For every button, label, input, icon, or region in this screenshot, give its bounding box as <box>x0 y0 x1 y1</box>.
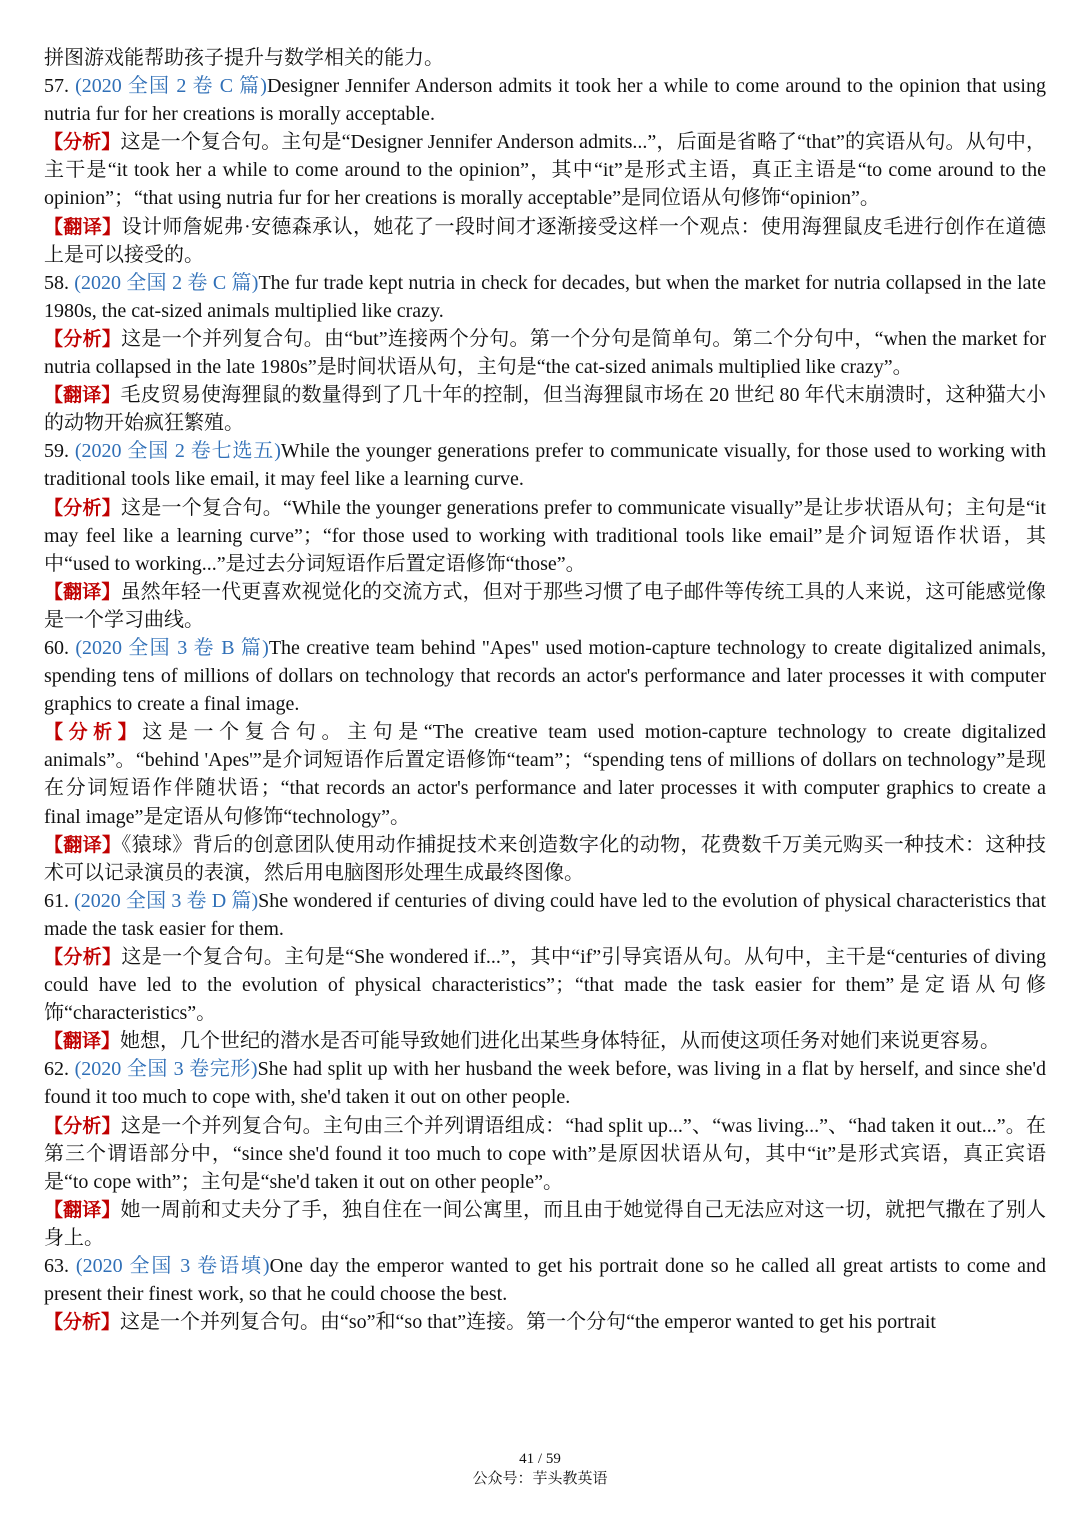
analysis-paragraph <box>44 325 1046 381</box>
sentence-item <box>44 72 1046 269</box>
translation-paragraph <box>44 381 1046 437</box>
sentence-item <box>44 634 1046 887</box>
translation-text: 她一周前和丈夫分了手，独自住在一间公寓里，而且由于她觉得自己无法应对这一切，就把气撒在了别人身上。 <box>44 1198 1046 1249</box>
item-sentence: The creative team behind "Apes" used motion-capture technology to create digitalized animals, spending tens of millions of dollars on technology that records an actor's performance and later processes it with computer graphics to create a final image. <box>44 636 1047 716</box>
item-source: (2020 全国 3 卷语填) <box>75 1255 270 1278</box>
item-sentence: The fur trade kept nutria in check for decades, but when the market for nutria collapsed in the late 1980s, the cat-sized animals multiplied like crazy. <box>44 271 1046 322</box>
translation-text: 虽然年轻一代更喜欢视觉化的交流方式，但对于那些习惯了电子邮件等传统工具的人来说，这可能感觉像是一个学习曲线。 <box>44 580 1046 631</box>
sentence-line <box>44 1252 1046 1308</box>
sentence-item <box>44 1055 1046 1252</box>
analysis-text: 这是一个复合句。“While the younger generations prefer to communicate visually”是让步状语从句；主句是“it may feel like a learning curve”；“for those used to working with traditional tools like email”是介词短语作状语，其中“used to working...”是过去分词短语作后置定语修饰“those”。 <box>44 496 1046 575</box>
item-source: (2020 全国 2 卷 C 篇) <box>74 271 259 294</box>
translation-tag: 【翻译】 <box>44 833 122 856</box>
item-source: (2020 全国 2 卷 C 篇) <box>75 75 267 98</box>
analysis-text: 这是一个并列复合句。由“but”连接两个分句。第一个分句是简单句。第二个分句中，“when the market for nutria collapsed in the late 1980s”是时间状语从句，主句是“the cat-sized animals multiplied like crazy”。 <box>44 327 1046 379</box>
item-sentence: She had split up with her husband the week before, was living in a flat by herself, and since she'd found it too much to cope with, she'd taken it out on other people. <box>44 1058 1047 1109</box>
item-sentence: One day the emperor wanted to get his portrait done so he called all great artists to come and present their finest work, so that he could choose the best. <box>44 1255 1046 1306</box>
analysis-tag: 【分析】 <box>44 1114 121 1137</box>
analysis-text: 这是一个复合句。主句是“The creative team used motion-capture technology to create digitalized animals”。“behind 'Apes'”是介词短语作后置定语修饰“team”；“spending tens of millions of dollars on technology”是现在分词短语作伴随状语；“that records an actor's performance and later processes it with computer graphics to create a final image”是定语从句修饰“technology”。 <box>44 721 1046 828</box>
analysis-tag: 【分析】 <box>44 1311 121 1334</box>
analysis-paragraph <box>44 943 1046 1027</box>
analysis-tag: 【分析】 <box>44 946 122 968</box>
item-source: (2020 全国 3 卷 D 篇) <box>74 889 259 912</box>
translation-paragraph <box>44 578 1046 634</box>
analysis-tag: 【分析】 <box>44 131 121 154</box>
translation-tag: 【翻译】 <box>44 215 122 238</box>
translation-paragraph <box>44 831 1046 887</box>
intro-line: 拼图游戏能帮助孩子提升与数学相关的能力。 <box>44 47 444 69</box>
item-number: 60. <box>44 636 69 659</box>
translation-text: 设计师詹妮弗·安德森承认，她花了一段时间才逐渐接受这样一个观点：使用海狸鼠皮毛进行创作在道德上是可以接受的。 <box>44 215 1046 266</box>
item-number: 59. <box>44 440 69 463</box>
item-sentence: While the younger generations prefer to communicate visually, for those used to working with traditional tools like email, it may feel like a learning curve. <box>44 440 1046 491</box>
translation-tag: 【翻译】 <box>44 384 121 407</box>
translation-paragraph <box>44 1027 1046 1055</box>
analysis-tag: 【分析】 <box>44 721 143 744</box>
translation-tag: 【翻译】 <box>44 1198 121 1221</box>
analysis-tag: 【分析】 <box>44 496 122 519</box>
sentence-line <box>44 269 1046 325</box>
analysis-text: 这是一个并列复合句。由“so”和“so that”连接。第一个分句“the emperor wanted to get his portrait <box>120 1311 936 1334</box>
sentence-line <box>44 72 1046 128</box>
translation-paragraph <box>44 1196 1046 1252</box>
sentence-line <box>44 437 1046 493</box>
item-number: 57. <box>44 75 69 98</box>
footer-account: 公众号：芋头教英语 <box>472 1471 608 1487</box>
analysis-tag: 【分析】 <box>44 327 122 350</box>
item-source: (2020 全国 2 卷七选五) <box>74 440 281 463</box>
translation-text: 毛皮贸易使海狸鼠的数量得到了几十年的控制，但当海狸鼠市场在 20 世纪 80 年代末崩溃时，这种猫大小的动物开始疯狂繁殖。 <box>44 384 1046 435</box>
sentence-line <box>44 887 1046 943</box>
item-number: 62. <box>44 1058 69 1081</box>
page-number: 41 / 59 <box>519 1451 561 1467</box>
translation-tag: 【翻译】 <box>44 1030 121 1053</box>
analysis-paragraph <box>44 1112 1046 1196</box>
translation-text: 《猿球》背后的创意团队使用动作捕捉技术来创造数字化的动物，花费数千万美元购买一种技术：这种技术可以记录演员的表演，然后用电脑图形处理生成最终图像。 <box>44 833 1046 884</box>
item-number: 58. <box>44 271 69 294</box>
item-number: 63. <box>44 1255 69 1278</box>
sentence-item <box>44 269 1046 438</box>
analysis-text: 这是一个复合句。主句是“Designer Jennifer Anderson admits...”，后面是省略了“that”的宾语从句。从句中，主干是“it took her a while to come around to the opinion”，其中“it”是形式主语，真正主语是“to come around to the opinion”；“that using nutria fur for her creations is morally acceptable”是同位语从句修饰“opinion”。 <box>44 131 1046 210</box>
analysis-text: 这是一个并列复合句。主句由三个并列谓语组成：“had split up...”、“was living...”、“had taken it out...”。在第三个谓语部分中，“since she'd found it too much to cope with”是原因状语从句，其中“it”是形式宾语，真正宾语是“to cope with”；主句是“she'd taken it out on other people”。 <box>44 1114 1046 1193</box>
analysis-text: 这是一个复合句。主句是“She wondered if...”，其中“if”引导宾语从句。从句中，主干是“centuries of diving could have led to the evolution of physical characteristics”；“that made the task easier for them”是定语从句修饰“characteristics”。 <box>44 946 1046 1025</box>
sentence-line <box>44 1055 1046 1111</box>
translation-paragraph <box>44 213 1046 269</box>
translation-text: 她想，几个世纪的潜水是否可能导致她们进化出某些身体特征，从而使这项任务对她们来说更容易。 <box>120 1030 1001 1053</box>
item-source: (2020 全国 3 卷 B 篇) <box>75 636 269 659</box>
analysis-paragraph <box>44 494 1046 578</box>
analysis-paragraph <box>44 1308 1046 1336</box>
sentence-line <box>44 634 1046 718</box>
document-page <box>44 44 1046 1336</box>
item-sentence: Designer Jennifer Anderson admits it took her a while to come around to the opinion that using nutria fur for her creations is morally acceptable. <box>44 75 1046 126</box>
sentence-item <box>44 437 1046 634</box>
sentence-item <box>44 887 1046 1056</box>
sentence-item <box>44 1252 1046 1336</box>
analysis-paragraph <box>44 128 1046 212</box>
analysis-paragraph <box>44 718 1046 830</box>
sentence-list <box>44 72 1046 1336</box>
item-source: (2020 全国 3 卷完形) <box>74 1058 258 1081</box>
translation-tag: 【翻译】 <box>44 580 121 603</box>
item-sentence: She wondered if centuries of diving could have led to the evolution of physical characteristics that made the task easier for them. <box>44 889 1047 940</box>
item-number: 61. <box>44 889 69 912</box>
